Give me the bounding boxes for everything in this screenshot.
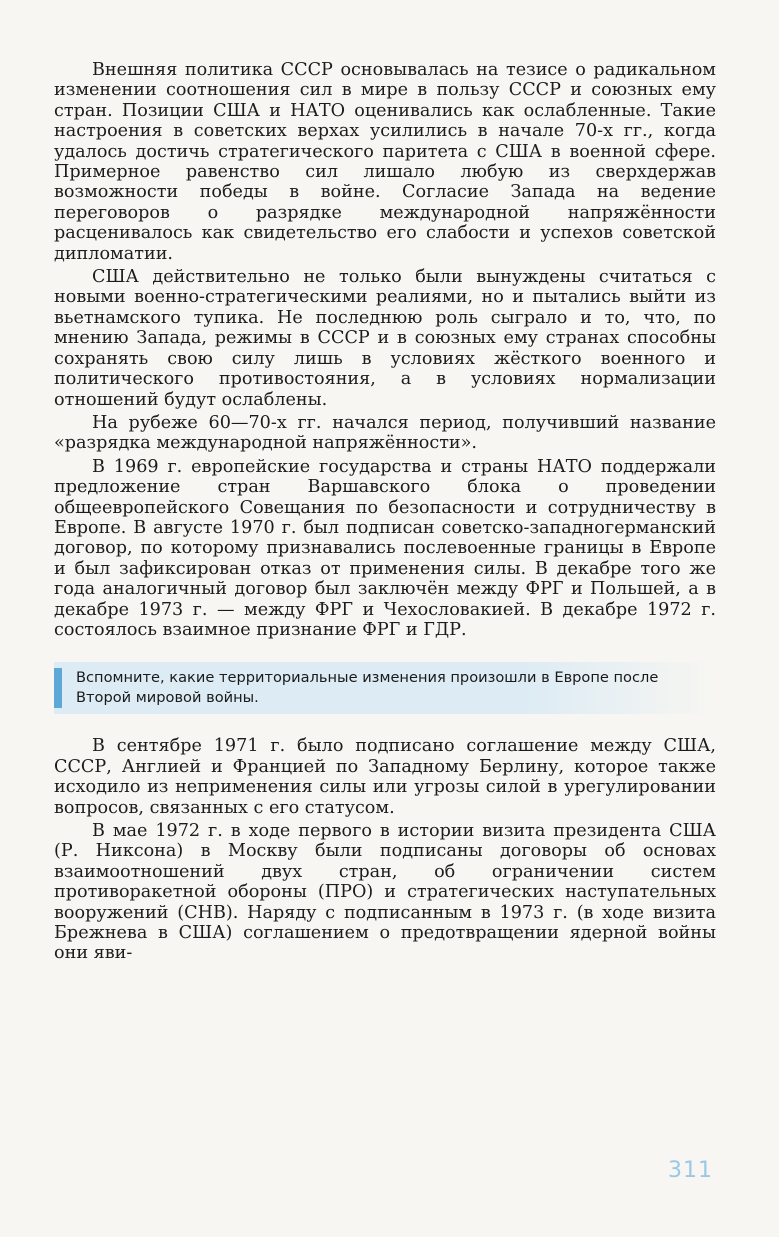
page-number: 311 [668, 1158, 713, 1183]
callout-accent-bar [54, 668, 62, 708]
paragraph-detente-start: На рубеже 60—70-х гг. начался период, получивший название «разрядка международной напряжённости». [54, 412, 716, 454]
paragraph-nixon-visit: В мае 1972 г. в ходе первого в истории визита президента США (Р. Никсона) в Москву были подписаны договоры об основах взаимоотношений двух стран, об ограничении систем противоракетной обороны (ПРО) и стратегических наступательных вооружений (СНВ). Наряду с подписанным в 1973 г. (в ходе визита Брежнева в США) соглашением о предотвращении ядерной войны они яви- [54, 821, 716, 964]
callout-text: Вспомните, какие территориальные изменения произошли в Европе после Второй мировой войны. [76, 669, 659, 707]
page-content [54, 60, 716, 964]
paragraph-foreign-policy: Внешняя политика СССР основывалась на тезисе о радикальном изменении соотношения сил в мире в пользу СССР и союзных ему стран. Позиции США и НАТО оценивались как ослабленные. Такие настроения в советских верхах усилились в начале 70-х гг., когда удалось достичь стратегического паритета с США в военной сфере. Примерное равенство сил лишало любую из сверхдержав возможности победы в войне. Согласие Запада на ведение переговоров о разрядке международной напряжённости расценивалось как свидетельство его слабости и успехов советской дипломатии. [54, 60, 716, 264]
paragraph-1969-treaties: В 1969 г. европейские государства и страны НАТО поддержали предложение стран Варшавского блока о проведении общеевропейского Совещания по безопасности и сотрудничеству в Европе. В августе 1970 г. был подписан советско-западногерманский договор, по которому признавались послевоенные границы в Европе и был зафиксирован отказ от применения силы. В декабре того же года аналогичный договор был заключён между ФРГ и Польшей, а в декабре 1973 г. — между ФРГ и Чехословакией. В декабре 1972 г. состоялось взаимное признание ФРГ и ГДР. [54, 456, 716, 640]
paragraph-usa-realities: США действительно не только были вынуждены считаться с новыми военно-стратегическими реалиями, но и пытались выйти из вьетнамского тупика. Не последнюю роль сыграло и то, что, по мнению Запада, режимы в СССР и в союзных ему странах способны сохранять свою силу лишь в условиях жёсткого военного и политического противостояния, а в условиях нормализации отношений будут ослаблены. [54, 267, 716, 410]
paragraph-west-berlin: В сентябре 1971 г. было подписано соглашение между США, СССР, Англией и Францией по Западному Берлину, которое также исходило из неприменения силы или угрозы силой в урегулировании вопросов, связанных с его статусом. [54, 736, 716, 818]
remember-callout [54, 662, 716, 714]
